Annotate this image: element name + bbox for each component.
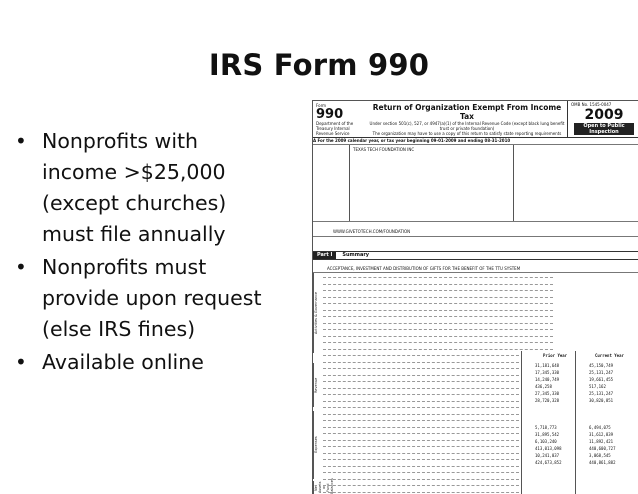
form-rule-line: [323, 284, 553, 285]
form-rule-line: [323, 492, 519, 493]
form-rule-line: [323, 323, 553, 324]
org-name: TEXAS TECH FOUNDATION INC: [353, 147, 415, 152]
bullet-item: [8, 252, 298, 345]
form-rule-line: [323, 355, 519, 356]
form-note: The organization may have to use a copy of this return to satisfy state reporting requirements: [372, 131, 562, 136]
form-rule-line: [323, 277, 553, 278]
amount-value: 6,494,075: [589, 425, 611, 430]
form-rule-line: [323, 459, 519, 460]
form-rule-line: [323, 342, 553, 343]
form-rule-line: [323, 368, 519, 369]
form-rule-line: [323, 303, 553, 304]
mission-text: ACCEPTANCE, INVESTMENT AND DISTRIBUTION OF GIFTS FOR THE BENEFIT OF THE TTU SYSTEM: [327, 266, 521, 271]
form-rule-line: [323, 375, 519, 376]
form-title-block: [369, 103, 565, 136]
form-rule-line: [323, 362, 519, 363]
amount-value: 19,661,455: [589, 377, 614, 382]
form-rule-line: [323, 388, 519, 389]
amount-value: 31,612,839: [589, 432, 614, 437]
bullet-list: [8, 126, 298, 380]
amount-value: 31,181,648: [535, 363, 560, 368]
form-rule-line: [323, 290, 553, 291]
form-label: Form: [316, 103, 327, 108]
amount-value: 11,892,421: [589, 439, 614, 444]
bullet-dot-icon: •: [15, 129, 27, 153]
bullet-text: Available online: [42, 350, 204, 374]
amount-value: 436,258: [535, 384, 552, 389]
form-rule-line: [323, 427, 519, 428]
form-dept: Department of the Treasury Internal Revenue Service: [316, 121, 354, 136]
form-rule-line: [323, 336, 553, 337]
form-rule-line: [323, 394, 519, 395]
col-current-year: Current Year: [595, 353, 624, 358]
slide-title: IRS Form 990: [208, 48, 430, 82]
open-to-public-badge: Open to Public Inspection: [574, 123, 634, 135]
mission-line: [313, 260, 638, 273]
part1-title: Summary: [342, 252, 370, 258]
form-year: 2009: [584, 107, 624, 123]
bullet-text: Nonprofits must provide upon request (else IRS fines): [42, 255, 262, 341]
amount-value: 30,820,851: [589, 398, 614, 403]
tax-year-line: A For the 2009 calendar year, or tax year beginning 09-01-2009 and ending 08-31-2010: [313, 138, 638, 145]
amount-value: 424,673,852: [535, 460, 562, 465]
amount-value: 10,241,037: [535, 453, 560, 458]
part1-header: [313, 251, 638, 260]
amount-value: 440,600,727: [589, 446, 616, 451]
form-header: [313, 101, 638, 138]
bullet-dot-icon: •: [15, 350, 27, 374]
website-line: [313, 222, 638, 237]
amount-value: 517,162: [589, 384, 606, 389]
amount-value: 17,345,330: [535, 370, 560, 375]
form-rule-line: [323, 381, 519, 382]
form-rule-line: [323, 407, 519, 408]
form-rule-line: [323, 446, 519, 447]
omb-number: OMB No. 1545-0047: [571, 102, 612, 107]
bullet-item: [8, 347, 298, 378]
form-rule-line: [323, 329, 553, 330]
form-subtitle: Under section 501(c), 527, or 4947(a)(1) of the Internal Revenue Code (except black lung benefit trust or private foundation): [369, 121, 565, 131]
bullet-dot-icon: •: [15, 255, 27, 279]
amount-value: 413,013,098: [535, 446, 562, 451]
amount-value: 45,150,749: [589, 363, 614, 368]
amount-value: 31,895,542: [535, 432, 560, 437]
org-info-block: [313, 145, 638, 222]
amount-value: 25,131,247: [589, 391, 614, 396]
form-rule-line: [323, 316, 553, 317]
amount-value: 440,861,882: [589, 460, 616, 465]
form-rule-line: [323, 401, 519, 402]
form-number: 990: [316, 107, 344, 122]
amount-value: 6,103,240: [535, 439, 557, 444]
form-rule-line: [323, 433, 519, 434]
side-label-activities: Activities & Governance: [313, 273, 323, 353]
form-rule-line: [323, 472, 519, 473]
form-rule-line: [323, 466, 519, 467]
form-rule-line: [323, 453, 519, 454]
form-rule-line: [323, 440, 519, 441]
form-rule-line: [323, 310, 553, 311]
part1-tag: Part I: [313, 252, 336, 259]
form-id: [316, 103, 360, 136]
form-rule-line: [323, 297, 553, 298]
side-label-net-assets: Net Assets or Fund Balances: [314, 478, 334, 494]
form-rule-line: [323, 485, 519, 486]
bullet-text: Nonprofits with income >$25,000 (except churches) must file annually: [42, 129, 227, 246]
form-rule-line: [323, 414, 519, 415]
form-rule-line: [323, 420, 519, 421]
bullet-item: [8, 126, 298, 250]
form-990-image: [312, 100, 638, 494]
col-prior-year: Prior Year: [543, 353, 568, 358]
form-year-block: [567, 101, 638, 137]
amount-value: 27,345,330: [535, 391, 560, 396]
side-label-expenses: Expenses: [313, 411, 323, 479]
amount-value: 14,240,749: [535, 377, 560, 382]
amount-value: 5,718,773: [535, 425, 557, 430]
amount-value: 25,131,247: [589, 370, 614, 375]
amount-value: 28,720,328: [535, 398, 560, 403]
form-rule-line: [323, 479, 519, 480]
form-rule-line: [323, 349, 553, 350]
website-url: WWW.GIVETOTECH.COM/FOUNDATION: [333, 229, 411, 234]
side-label-revenue: Revenue: [313, 363, 323, 407]
form-title: Return of Organization Exempt From Income Tax: [372, 103, 562, 121]
amount-value: 3,068,545: [589, 453, 611, 458]
